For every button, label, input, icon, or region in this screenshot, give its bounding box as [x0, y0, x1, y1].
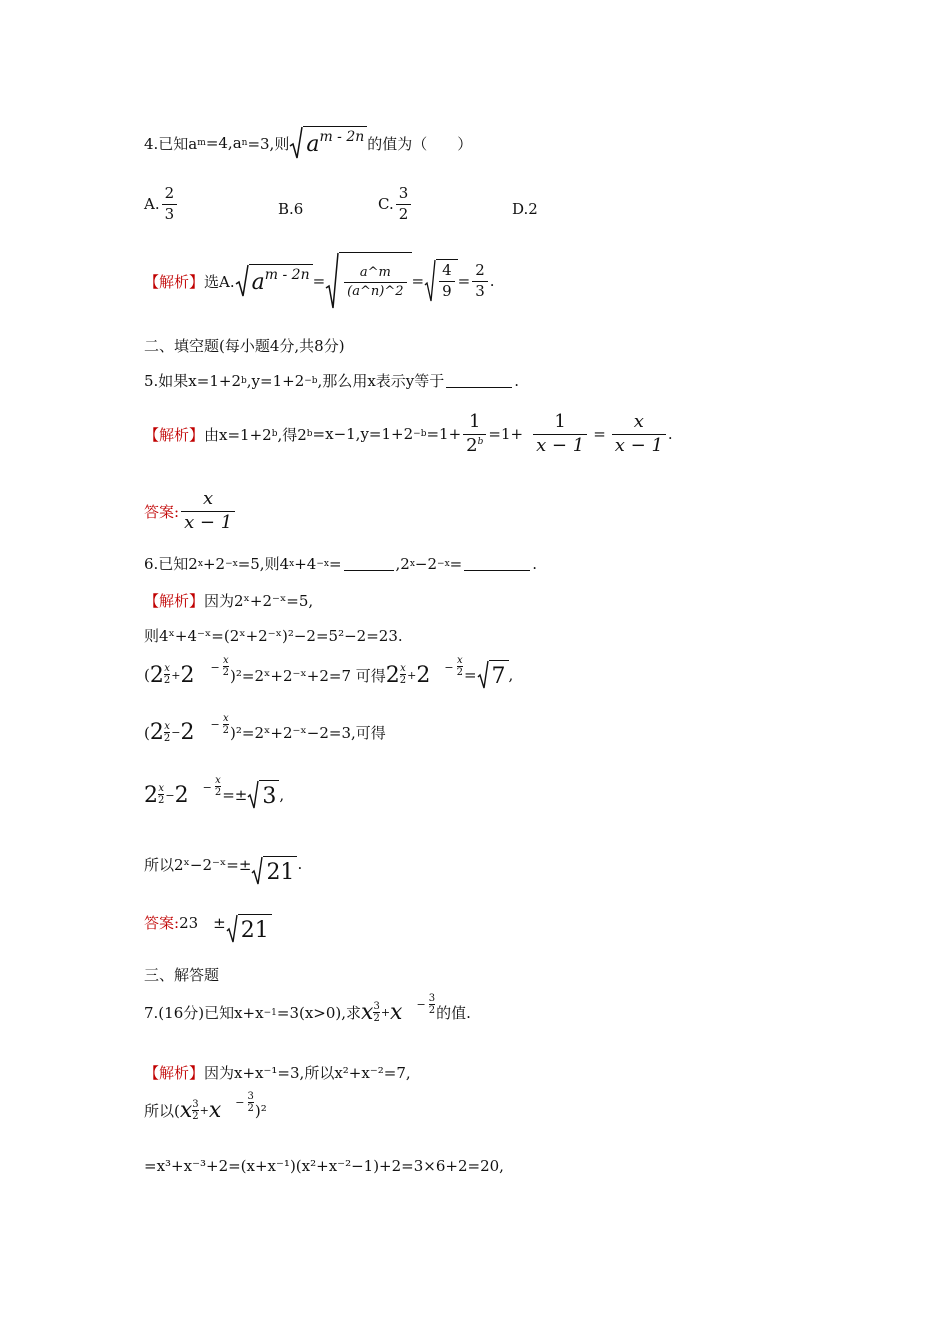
q6-solution-line4: ( 2 x 2 − 2 − $\frac{x}{2}$ )²=2ˣ+2⁻ˣ−2=3,可得: [144, 712, 386, 745]
answer-blank-2[interactable]: [464, 556, 530, 571]
q5-solution: 【解析】 由x=1+2 b ,得2 b =x−1,y=1+2 −b =1+ $\frac{1}{2^b}$ =1+ $\frac{1}{x - 1}$ = $\frac{x}{x - 1}$ .: [144, 411, 673, 456]
q6-solution-line6: 所以2ˣ−2⁻ˣ=± 21 .: [144, 855, 303, 885]
q6-solution-line3: ( 2 x 2 + 2 − $\frac{x}{2}$ )²=2ˣ+2⁻ˣ+2=7 可得 2 x 2 + 2 − $\frac{x}{2}$ = 7 ,: [144, 655, 514, 689]
option-a[interactable]: A. $\frac{2}{3}$: [144, 186, 179, 223]
option-d[interactable]: D.2: [512, 200, 538, 218]
answer-blank-1[interactable]: [344, 556, 394, 571]
q6-solution-line2: 则4ˣ+4⁻ˣ=(2ˣ+2⁻ˣ)²−2=5²−2=23.: [144, 627, 403, 645]
q6-solution-line5: 2 x 2 − 2 − $\frac{x}{2}$ =± 3 ,: [144, 775, 285, 809]
q6-answer: 答案: 23 ± 21: [144, 900, 272, 944]
q6-stem: 6.已知2 x +2 −x =5,则4 x +4 −x = ,2 x −2 −x = .: [144, 554, 538, 573]
answer-blank[interactable]: [446, 373, 512, 388]
q7-stem: 7.(16分)已知x+x −1 =3(x>0),求 x 3 2 + x − $\frac{3}{2}$ 的值.: [144, 992, 471, 1025]
q6-solution-line1: 【解析】 因为2ˣ+2⁻ˣ=5,: [144, 592, 314, 610]
q5-stem: 5.如果x=1+2 b ,y=1+2 −b ,那么用x表示y等于 .: [144, 371, 520, 390]
section-fill-in-title: 二、填空题(每小题4分,共8分): [144, 337, 345, 355]
option-b[interactable]: B.6: [278, 200, 304, 218]
sqrt-symbol: a m - 2n: [289, 126, 367, 160]
q7-solution-line2: 所以( x 3 2 + x − $\frac{3}{2}$ )²: [144, 1090, 267, 1123]
q7-solution-line1: 【解析】 因为x+x⁻¹=3,所以x²+x⁻²=7,: [144, 1064, 411, 1082]
option-c[interactable]: C. $\frac{3}{2}$: [378, 186, 413, 223]
q7-solution-line3: =x³+x⁻³+2=(x+x⁻¹)(x²+x⁻²−1)+2=3×6+2=20,: [144, 1157, 504, 1175]
q5-answer: 答案: $\frac{x}{x - 1}$: [144, 490, 237, 533]
section-answer-title: 三、解答题: [144, 966, 220, 984]
q4-stem: 4.已知a m =4,a n =3,则 a m - 2n 的值为（ ）: [144, 126, 472, 160]
q4-solution: 【解析】 选A. a m - 2n = $\frac{a\^{}m}{(a\^{}n)\^{}2}$ = $\frac{4}{9}$ = $\frac{2}{3}$ .: [144, 252, 495, 310]
